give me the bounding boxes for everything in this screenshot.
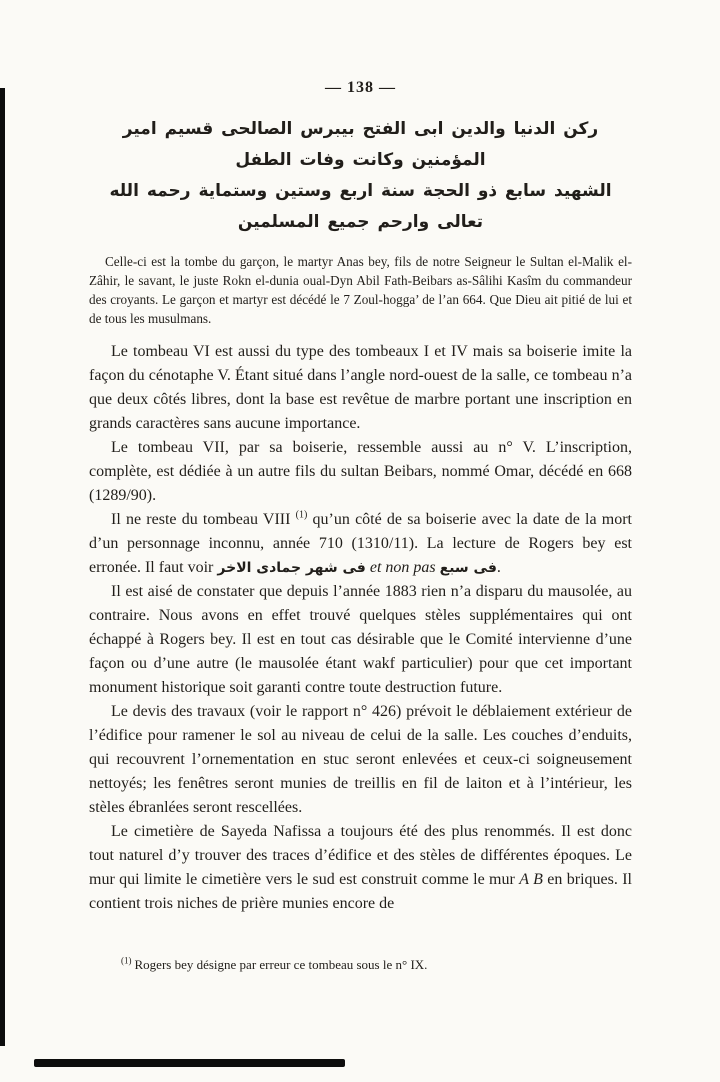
body-paragraphs (89, 340, 632, 916)
footnote-reference: (1) (295, 509, 308, 521)
body-text-run: Le tombeau VI est aussi du type des tombeaux I et IV mais sa boiserie imite la façon du cénotaphe V. Étant situé dans l’angle nord-ouest de la salle, ce tombeau n’a que deux côtés libres, dont la base est revêtue de marbre portant une inscription en grands caractères sans aucune importance. (89, 343, 632, 432)
footnote-marker: (1) (121, 955, 132, 966)
body-text-run: Le devis des travaux (voir le rapport n° 426) prévoit le déblaiement extérieur de l’édifice pour ramener le sol au niveau de celui de la salle. Les couches d’enduits, qui recouvrent l’ornementation en stuc seront enlevées et ceux-ci soigneusement nettoyés; les fenêtres seront munies de treillis en fil de laiton et à l’intérieur, les stèles ébranlées seront rescellées. (89, 703, 632, 816)
arabic-inscription (89, 114, 632, 238)
page-content (89, 78, 632, 916)
inline-arabic: فى سبع (439, 560, 497, 576)
body-text-run: Il est aisé de constater que depuis l’année 1883 rien n’a disparu du mausolée, au contraire. Nous avons en effet trouvé quelques stèles supplémentaires qui ont échappé à Rogers bey. Il est en tout cas désirable que le Comité intervienne d’une façon ou d’une autre (le mausolée étant wakf particulier) pour que cet important monument historique soit garanti contre toute destruction future. (89, 583, 632, 696)
body-text-run: Il ne reste du tombeau VIII (111, 511, 296, 528)
body-text-run: qu’un côté de sa boiserie avec la date de la mort d’un personnage inconnu, année 710 (1310/11). La lecture de Rogers bey est erronée. Il faut voir (89, 511, 633, 576)
body-text-run: Le tombeau VII, par sa boiserie, ressemble aussi au n° V. L’inscription, complète, est dédiée à un autre fils du sultan Beibars, nommé Omar, décédé en 668 (1289/90). (89, 439, 632, 504)
paragraph (89, 508, 632, 580)
body-text-run: . (496, 559, 501, 576)
paragraph (89, 820, 632, 916)
scan-artifact-bottom-bar (34, 1059, 345, 1067)
emphasized-text: A B (519, 871, 543, 888)
page-number: — 138 — (325, 79, 396, 96)
footnote-text: Rogers bey désigne par erreur ce tombeau sous le n° IX. (134, 957, 428, 972)
paragraph (89, 580, 632, 700)
paragraph (89, 340, 632, 436)
footnote (121, 956, 601, 973)
paragraph (89, 700, 632, 820)
translation-paragraph: Celle-ci est la tombe du garçon, le martyr Anas bey, fils de notre Seigneur le Sultan el-Malik el-Zâhir, le savant, le juste Rokn el-dunia oual-Dyn Abil Fath-Beibars as-Sâlihi Kasîm du commandeur des croyants. Le garçon et martyr est décédé le 7 Zoul-hogga’ de l’an 664. Que Dieu ait pitié de lui et de tous les musulmans. (89, 254, 632, 326)
body-text-run: Le cimetière de Sayeda Nafissa a toujours été des plus renommés. Il est donc tout naturel d’y trouver des traces d’édifice et des stèles de différentes époques. Le mur qui limite le cimetière vers le sud est construit comme le mur (89, 823, 632, 888)
arabic-line-2: الشهيد سابع ذو الحجة سنة اربع وستين وستماية رحمه الله تعالى وارحم جميع المسلمين (109, 181, 612, 232)
emphasized-text: et non pas (369, 559, 436, 576)
scan-artifact-left-edge (0, 88, 5, 1046)
inline-arabic: فى شهر جمادى الاخر (217, 560, 366, 576)
body-text-run: en briques. Il contient trois niches de prière munies encore de (89, 871, 633, 912)
paragraph (89, 436, 632, 508)
arabic-line-1: ركن الدنيا والدين ابى الفتح بيبرس الصالحى قسيم امير المؤمنين وكانت وفات الطفل (122, 119, 599, 170)
